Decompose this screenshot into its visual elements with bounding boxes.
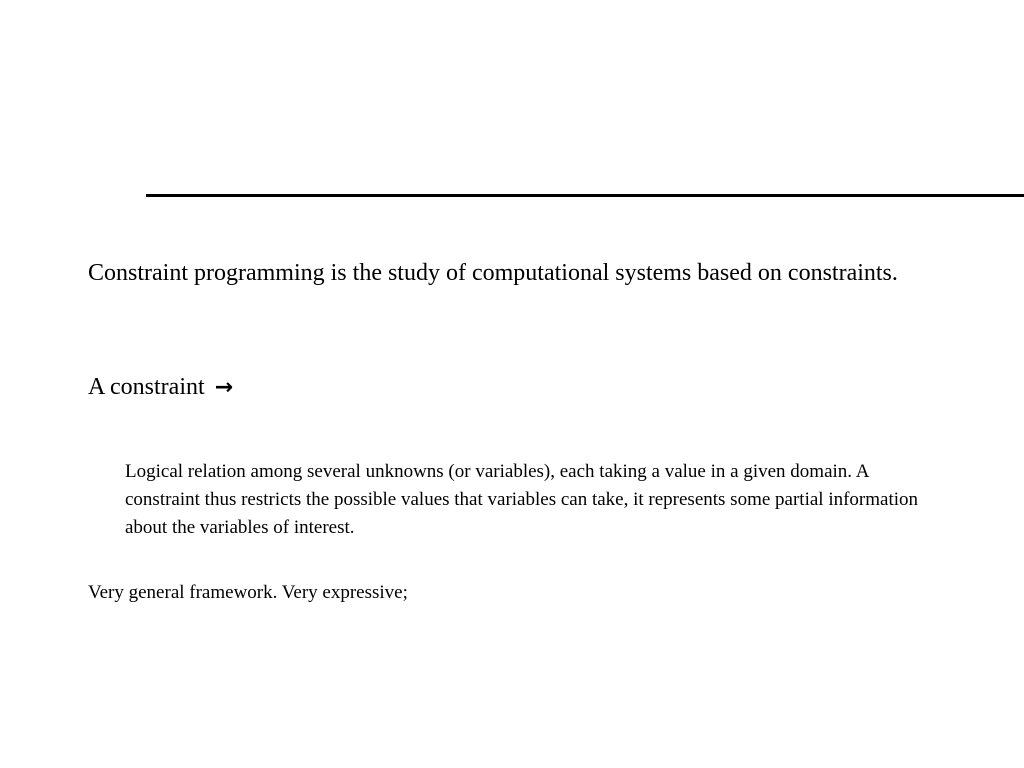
title-divider bbox=[146, 194, 1024, 197]
intro-paragraph: Constraint programming is the study of computational systems based on constraints. bbox=[88, 260, 898, 286]
closing-paragraph: Very general framework. Very expressive; bbox=[88, 582, 408, 603]
constraint-heading-paragraph bbox=[88, 371, 233, 404]
constraint-heading-text: A constraint bbox=[88, 374, 205, 400]
definition-paragraph: Logical relation among several unknowns (or variables), each taking a value in a given domain. A constraint thus restricts the possible values that variables can take, it represents some partial information about the variables of interest. bbox=[125, 461, 919, 538]
right-arrow-icon: → bbox=[214, 375, 234, 400]
